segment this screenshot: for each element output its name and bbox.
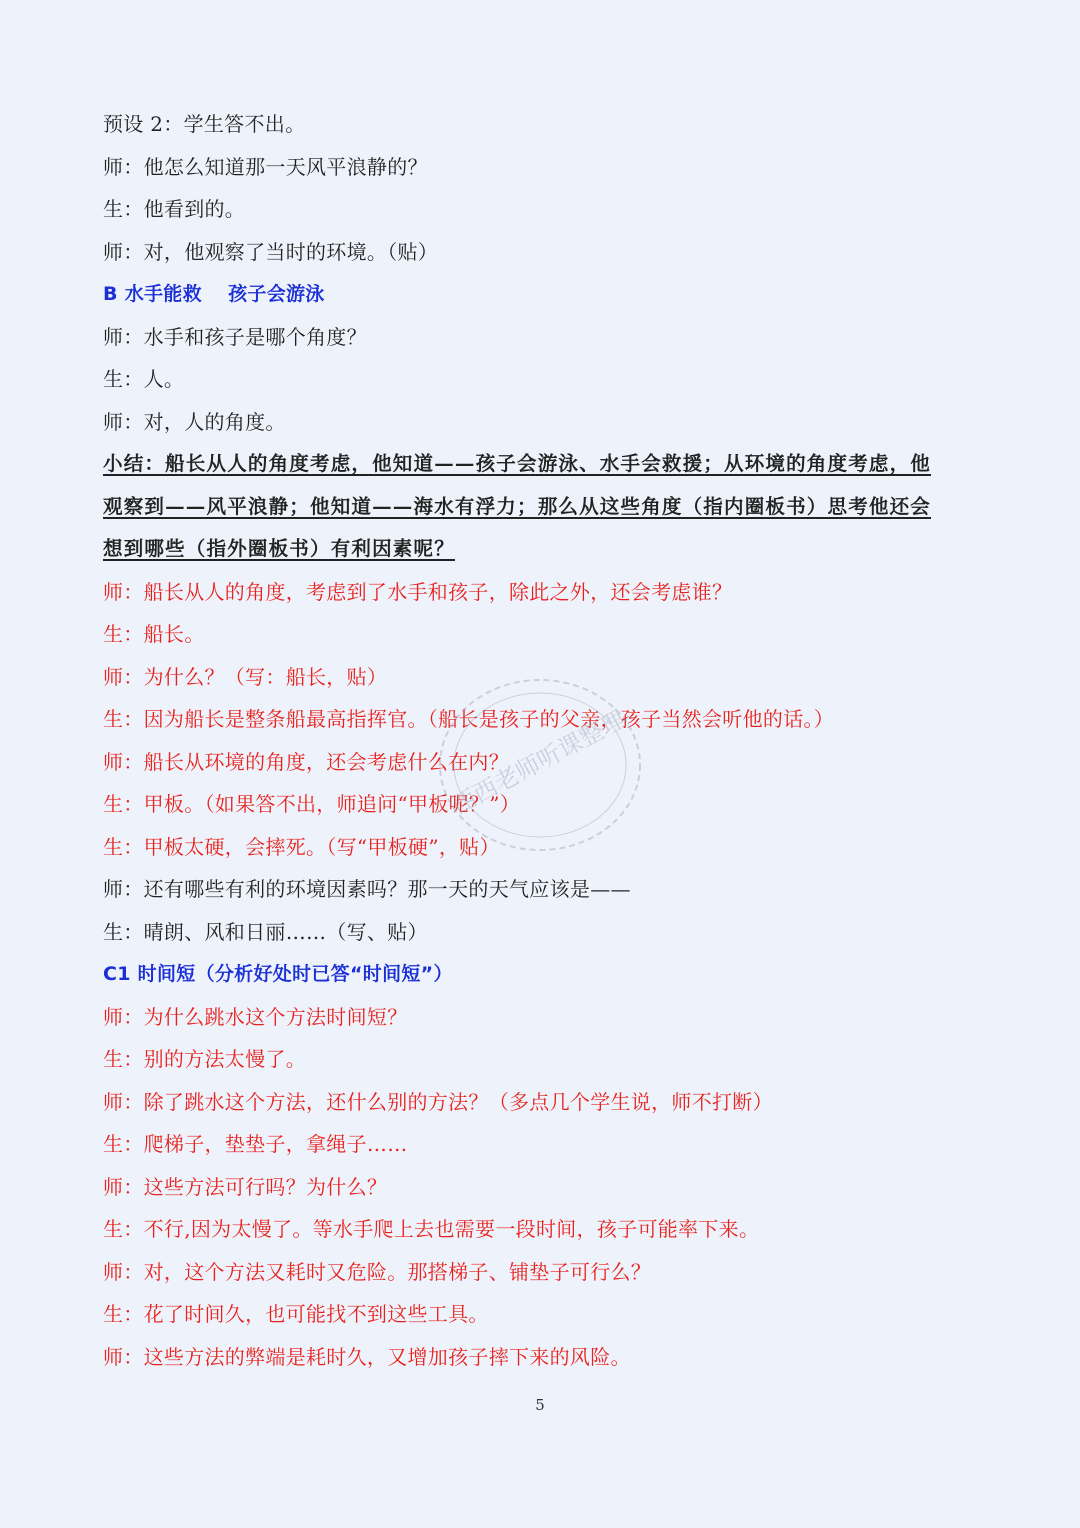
dialogue-line: 师：除了跳水这个方法，还什么别的方法？（多点几个学生说，师不打断） [103, 1089, 773, 1114]
summary-line: 想到哪些（指外圈板书）有利因素呢？ [103, 537, 455, 560]
dialogue-line: 师：他怎么知道那一天风平浪静的？ [103, 154, 428, 179]
summary-line: 观察到——风平浪静；他知道——海水有浮力；那么从这些角度（指内圈板书）思考他还会 [103, 494, 932, 518]
dialogue-line: 生：船长。 [103, 622, 205, 646]
dialogue-line: 师：为什么？（写：船长，贴） [103, 664, 388, 689]
document-body [103, 103, 983, 1378]
page-number: 5 [535, 1396, 545, 1414]
dialogue-line: 师：对，这个方法又耗时又危险。那搭梯子、铺垫子可行么？ [103, 1259, 652, 1284]
dialogue-line: 生：甲板太硬，会摔死。（写“甲板硬”，贴） [103, 834, 500, 859]
dialogue-line: 师：这些方法的弊端是耗时久，又增加孩子摔下来的风险。 [103, 1344, 631, 1369]
dialogue-line: 生：爬梯子，垫垫子，拿绳子…… [103, 1132, 408, 1156]
dialogue-line: 师：水手和孩子是哪个角度？ [103, 324, 367, 349]
dialogue-line: 生：别的方法太慢了。 [103, 1047, 306, 1071]
dialogue-line: 师：为什么跳水这个方法时间短？ [103, 1004, 408, 1029]
dialogue-line: 生：花了时间久，也可能找不到这些工具。 [103, 1302, 489, 1326]
watermark-text: 西西老师听课整理 [447, 704, 630, 820]
dialogue-line: 生：他看到的。 [103, 197, 246, 221]
dialogue-line: 生：因为船长是整条船最高指挥官。（船长是孩子的父亲，孩子当然会听他的话。） [103, 707, 835, 731]
dialogue-line: 预设 2：学生答不出。 [103, 112, 306, 136]
dialogue-line: 师：船长从人的角度，考虑到了水手和孩子，除此之外，还会考虑谁？ [103, 579, 733, 604]
dialogue-line: 生：晴朗、风和日丽……（写、贴） [103, 919, 428, 944]
dialogue-line: 生：不行,因为太慢了。等水手爬上去也需要一段时间，孩子可能率下来。 [103, 1217, 760, 1241]
section-heading: C1 时间短（分析好处时已答“时间短”） [103, 963, 453, 985]
section-heading: B 水手能救 孩子会游泳 [103, 283, 325, 305]
summary-line: 小结：船长从人的角度考虑，他知道——孩子会游泳、水手会救援；从环境的角度考虑，他 [103, 452, 932, 475]
dialogue-line: 师：这些方法可行吗？为什么？ [103, 1174, 388, 1199]
dialogue-line: 师：还有哪些有利的环境因素吗？那一天的天气应该是—— [103, 877, 631, 901]
dialogue-line: 生：甲板。（如果答不出，师追问“甲板呢？”） [103, 792, 521, 816]
dialogue-line: 师：对，人的角度。 [103, 409, 286, 434]
dialogue-line: 师：对，他观察了当时的环境。（贴） [103, 239, 439, 264]
dialogue-line: 师：船长从环境的角度，还会考虑什么在内？ [103, 749, 509, 774]
dialogue-line: 生：人。 [103, 367, 185, 391]
